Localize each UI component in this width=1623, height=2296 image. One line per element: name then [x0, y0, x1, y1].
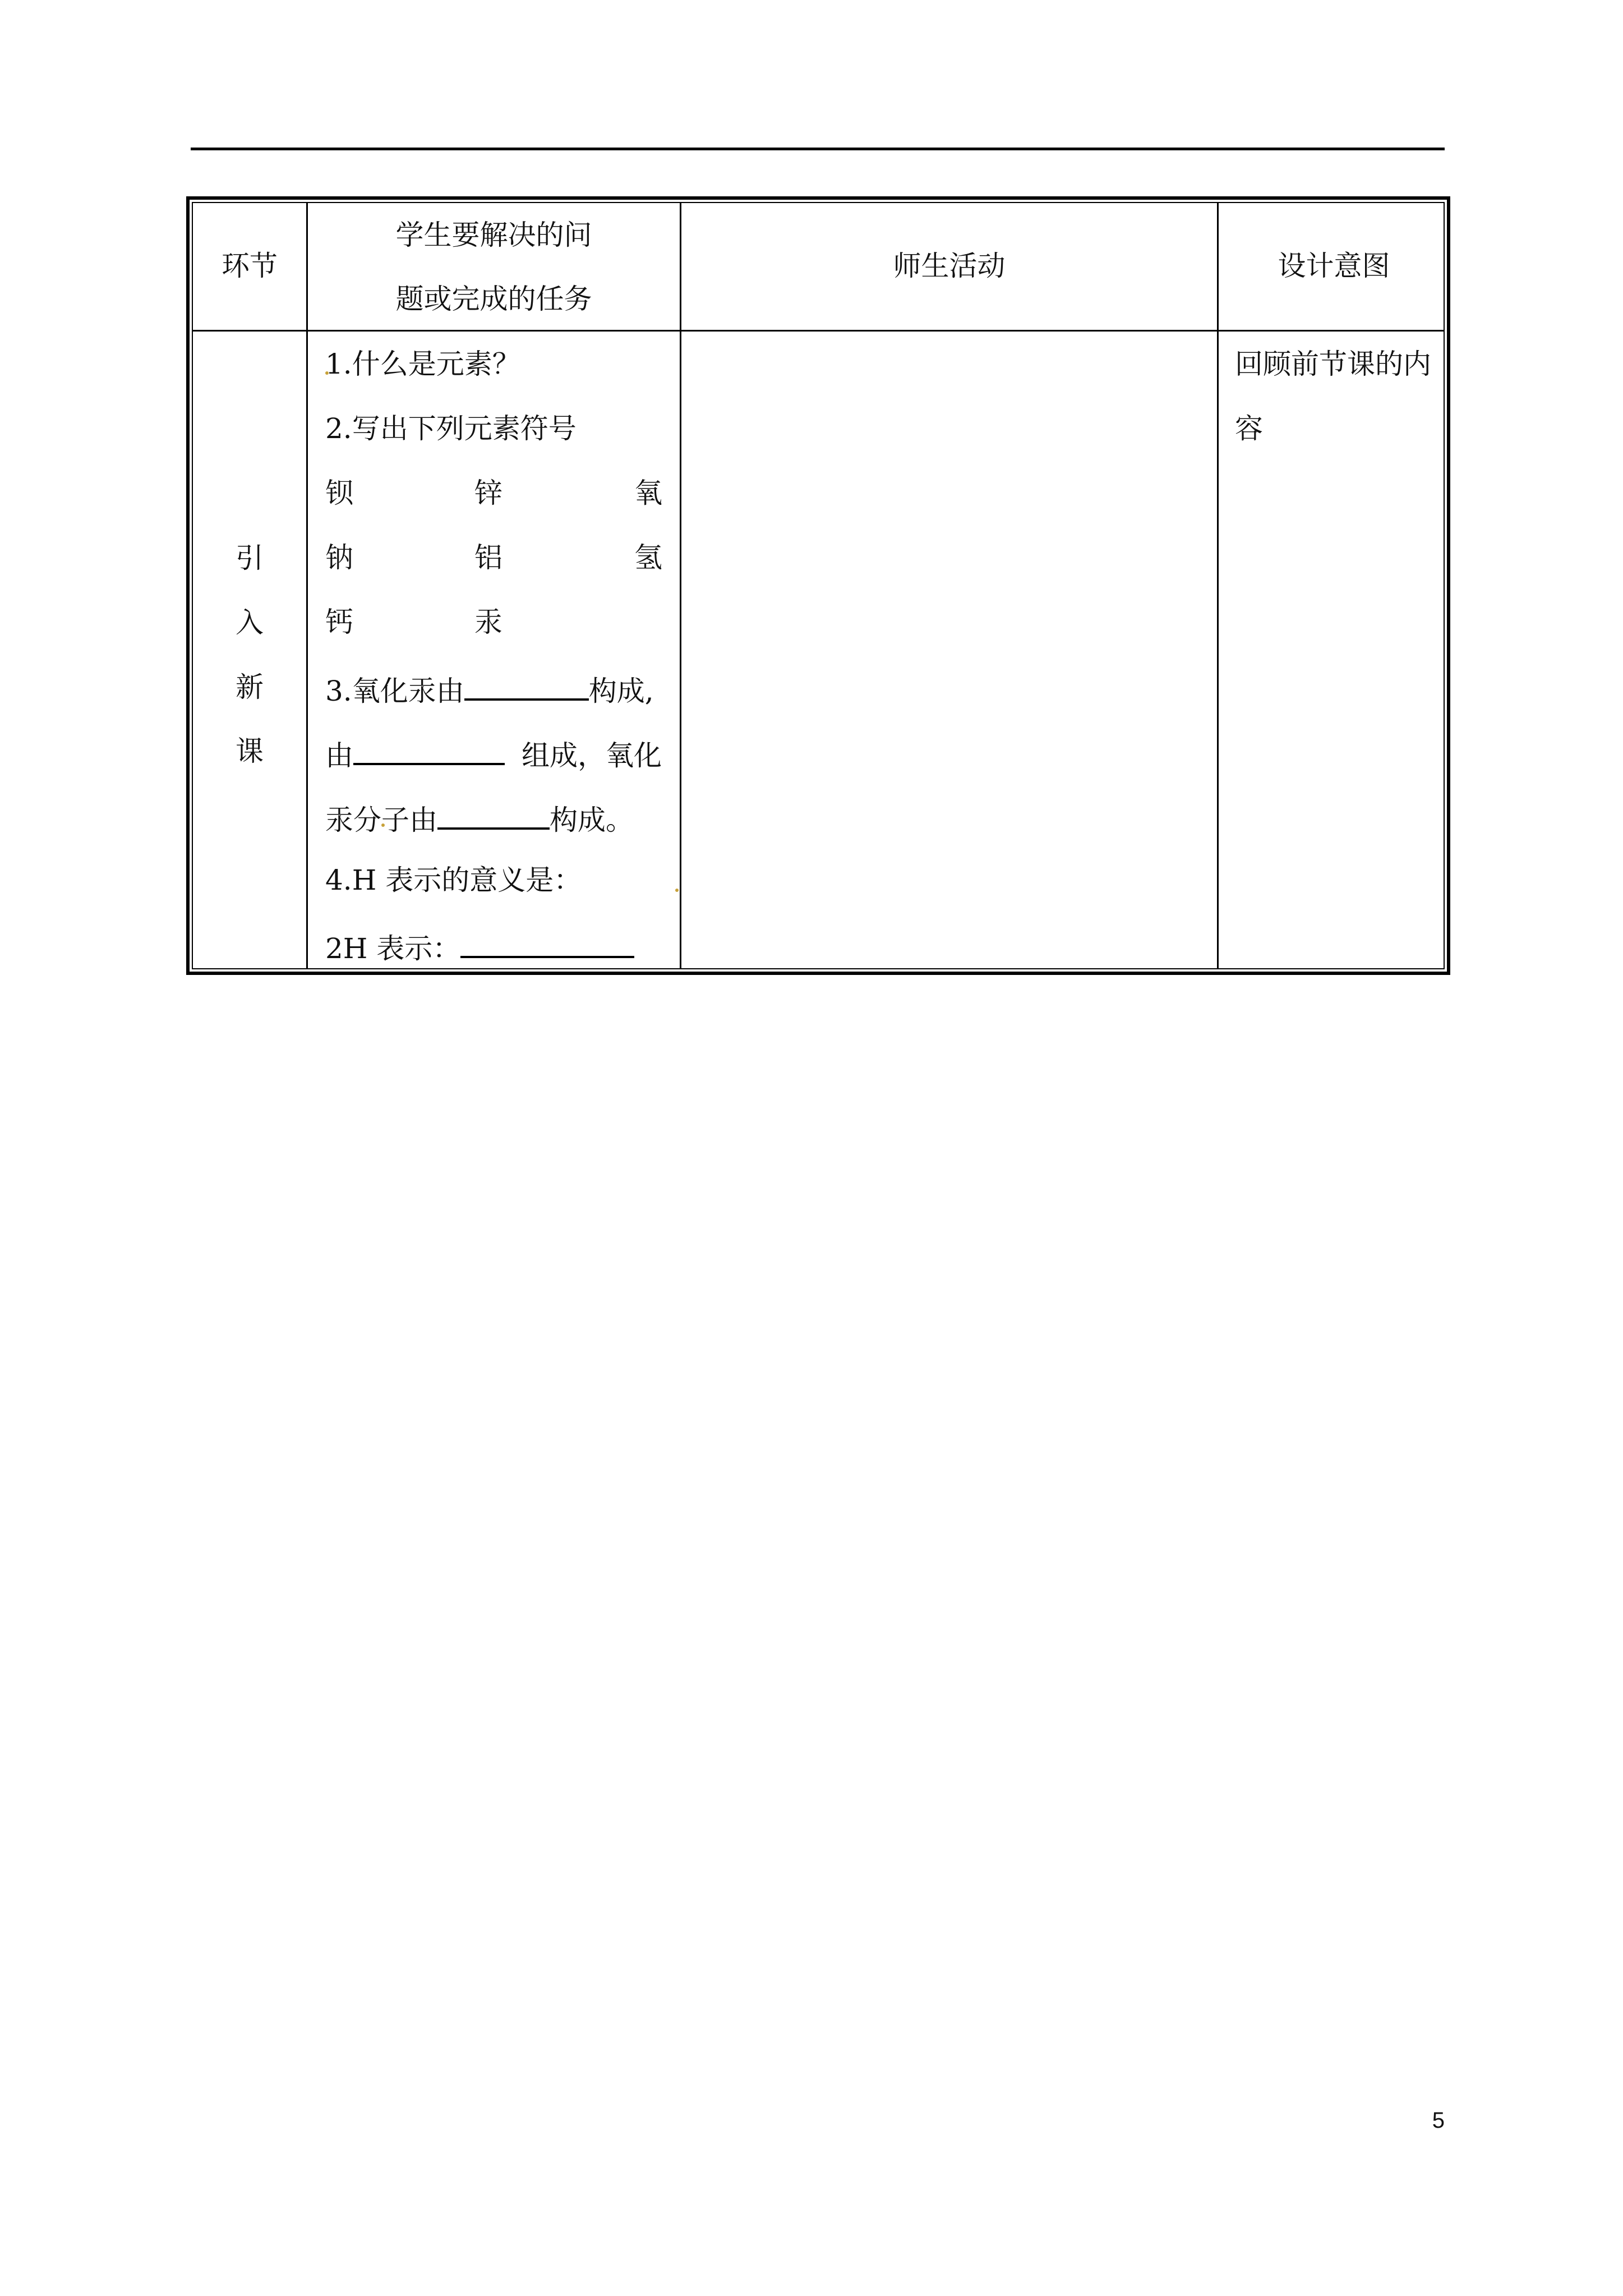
element-sodium: 钠 [325, 541, 353, 574]
task-q3-text-c: 由 [325, 739, 353, 772]
column-divider-2 [680, 203, 681, 968]
stage-char-4: 课 [236, 735, 264, 767]
stage-char-3: 新 [236, 671, 264, 703]
answer-blank-2[interactable] [353, 737, 505, 765]
task-q3-line3 [325, 802, 634, 834]
element-zinc: 锌 [474, 477, 502, 509]
answer-blank-4[interactable] [460, 930, 634, 958]
task-q4: 4.H 表示的意义是： [325, 864, 582, 896]
header-design-intent: 设计意图 [1278, 250, 1390, 282]
design-intent-line2: 容 [1235, 412, 1263, 445]
scan-speck [675, 889, 679, 892]
task-q1: 1.什么是元素？ [325, 348, 520, 380]
task-q3-line2 [325, 737, 662, 770]
element-oxygen: 氧 [634, 477, 662, 509]
stage-char-2: 入 [236, 606, 264, 639]
column-divider-1 [306, 203, 308, 968]
task-q3-line1 [325, 673, 654, 705]
header-rule [191, 148, 1445, 150]
lesson-plan-table [186, 196, 1450, 975]
page-number: 5 [1432, 2108, 1445, 2133]
header-activities: 师生活动 [893, 250, 1006, 282]
answer-blank-3[interactable] [437, 802, 550, 830]
design-intent-line1: 回顾前节课的内 [1235, 348, 1431, 380]
header-stage: 环节 [222, 250, 278, 282]
task-q3-text-d: 组成，氧化 [522, 739, 662, 772]
column-divider-3 [1217, 203, 1219, 968]
header-student-task-line1: 学生要解决的问 [395, 219, 592, 251]
task-q3-text-e: 汞分子由 [325, 804, 437, 836]
stage-char-1: 引 [236, 542, 264, 574]
element-calcium: 钙 [325, 606, 353, 638]
header-student-task-line2: 题或完成的任务 [395, 283, 592, 315]
task-q5-line [325, 930, 634, 963]
task-q2: 2.写出下列元素符号 [325, 412, 577, 445]
task-q5-text: 2H 表示： [325, 932, 461, 965]
header-row-divider [193, 330, 1444, 332]
element-hydrogen: 氢 [634, 541, 662, 574]
element-aluminum: 铝 [474, 541, 502, 574]
table-inner-border [192, 202, 1445, 969]
task-q3-text-f: 构成。 [550, 804, 634, 836]
answer-blank-1[interactable] [464, 673, 589, 701]
element-mercury: 汞 [474, 606, 502, 638]
task-q3-text-b: 构成, [588, 675, 654, 707]
task-q3-text-a: 3.氧化汞由 [325, 675, 464, 707]
element-barium: 钡 [325, 477, 353, 509]
